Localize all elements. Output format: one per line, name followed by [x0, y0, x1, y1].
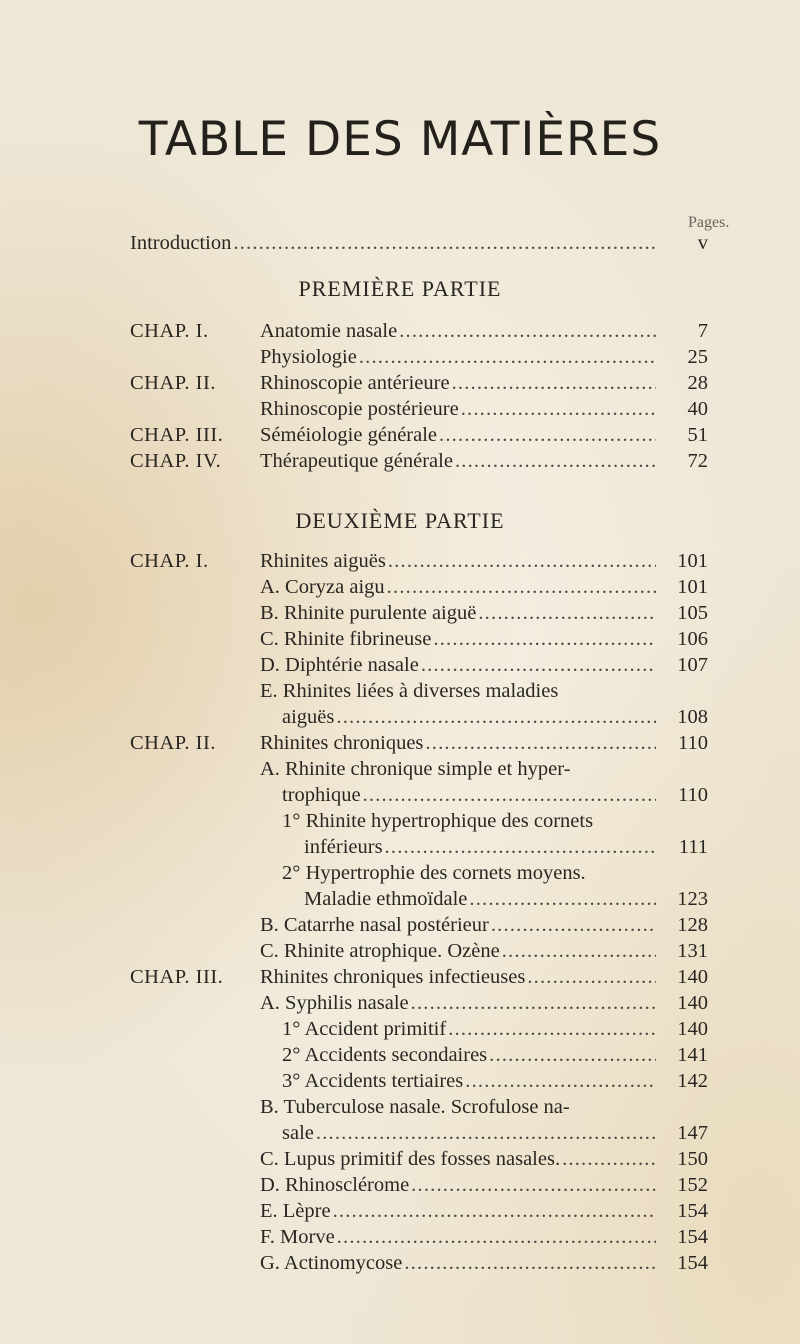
- page-number: 123: [677, 888, 708, 910]
- entry-text: G. Actinomycose: [260, 1252, 403, 1274]
- entry-text: A. Coryza aigu: [260, 576, 385, 598]
- page-title: TABLE DES MATIÈRES: [138, 112, 662, 167]
- entry-text: Rhinites aiguës: [260, 550, 386, 572]
- toc-entry[interactable]: [282, 1120, 656, 1146]
- dot-leader: [439, 422, 656, 448]
- page-number: 108: [677, 706, 708, 728]
- entry-text: Anatomie nasale: [260, 320, 398, 342]
- entry-text: A. Rhinite chronique simple et hyper-: [260, 758, 571, 780]
- dot-leader: [399, 318, 656, 344]
- page-number: 110: [678, 784, 708, 806]
- toc-entry[interactable]: [260, 600, 656, 626]
- entry-text: Rhinites chroniques infectieuses: [260, 966, 526, 988]
- toc-entry[interactable]: [282, 704, 656, 730]
- chapter-label: CHAP. I.: [130, 320, 209, 342]
- page-number: 106: [677, 628, 708, 650]
- dot-leader: [233, 230, 656, 256]
- chapter-label: CHAP. II.: [130, 372, 216, 394]
- chapter-label: CHAP. II.: [130, 732, 216, 754]
- entry-text: Maladie ethmoïdale: [304, 888, 468, 910]
- page-number: 154: [677, 1252, 708, 1274]
- dot-leader: [421, 652, 656, 678]
- entry-text: Rhinoscopie antérieure: [260, 372, 450, 394]
- dot-leader: [387, 574, 656, 600]
- toc-entry[interactable]: [260, 652, 656, 678]
- dot-leader: [411, 1172, 656, 1198]
- entry-text: D. Diphtérie nasale: [260, 654, 419, 676]
- entry-text: 1° Accident primitif: [282, 1018, 447, 1040]
- toc-entry[interactable]: [260, 990, 656, 1016]
- dot-leader: [337, 1224, 656, 1250]
- entry-text: Physiologie: [260, 346, 357, 368]
- entry-text: C. Lupus primitif des fosses nasales.: [260, 1148, 561, 1170]
- toc-entry[interactable]: [260, 344, 656, 370]
- toc-entry[interactable]: [260, 938, 656, 964]
- page-number: 154: [677, 1226, 708, 1248]
- page-number: 107: [677, 654, 708, 676]
- toc-entry[interactable]: [282, 860, 656, 886]
- page-number: 105: [677, 602, 708, 624]
- dot-leader: [465, 1068, 656, 1094]
- page-number: 101: [677, 550, 708, 572]
- page-number: 51: [687, 424, 708, 446]
- page-number: 140: [677, 966, 708, 988]
- toc-entry[interactable]: [260, 1094, 656, 1120]
- page-number: 72: [687, 450, 708, 472]
- chapter-label: CHAP. I.: [130, 550, 209, 572]
- dot-leader: [385, 834, 656, 860]
- page-number: 147: [677, 1122, 708, 1144]
- dot-leader: [448, 1016, 656, 1042]
- chapter-label: CHAP. III.: [130, 424, 224, 446]
- toc-entry[interactable]: [282, 1042, 656, 1068]
- dot-leader: [489, 1042, 656, 1068]
- toc-entry-introduction[interactable]: [130, 230, 656, 256]
- toc-entry[interactable]: [260, 396, 656, 422]
- page-number: 154: [677, 1200, 708, 1222]
- entry-text: B. Catarrhe nasal postérieur: [260, 914, 489, 936]
- pages-column-label: Pages.: [688, 214, 730, 231]
- page-number: 140: [677, 1018, 708, 1040]
- dot-leader: [359, 344, 656, 370]
- toc-entry[interactable]: [260, 678, 656, 704]
- toc-entry[interactable]: [260, 574, 656, 600]
- entry-text: 1° Rhinite hypertrophique des cornets: [282, 810, 594, 832]
- entry-text: 2° Accidents secondaires: [282, 1044, 488, 1066]
- entry-text: inférieurs: [304, 836, 383, 858]
- page-number: 7: [697, 320, 708, 342]
- dot-leader: [425, 730, 656, 756]
- toc-entry[interactable]: [282, 782, 656, 808]
- page-number: 142: [677, 1070, 708, 1092]
- toc-entry[interactable]: [304, 834, 656, 860]
- page-number: 101: [677, 576, 708, 598]
- toc-entry[interactable]: [260, 1198, 656, 1224]
- part-heading-1: PREMIÈRE PARTIE: [298, 276, 502, 301]
- dot-leader: [336, 704, 656, 730]
- page-number: 152: [677, 1174, 708, 1196]
- page-number: v: [697, 232, 708, 254]
- dot-leader: [478, 600, 656, 626]
- toc-entry[interactable]: [304, 886, 656, 912]
- entry-text: E. Rhinites liées à diverses maladies: [260, 680, 559, 702]
- dot-leader: [411, 990, 656, 1016]
- entry-text: sale: [282, 1122, 314, 1144]
- dot-leader: [562, 1146, 656, 1172]
- entry-text: A. Syphilis nasale: [260, 992, 409, 1014]
- toc-entry[interactable]: [260, 964, 656, 990]
- page-number: 25: [687, 346, 708, 368]
- toc-entry[interactable]: [260, 1224, 656, 1250]
- dot-leader: [452, 370, 656, 396]
- dot-leader: [502, 938, 656, 964]
- page-number: 150: [677, 1148, 708, 1170]
- toc-entry[interactable]: [260, 1250, 656, 1276]
- chapter-label: CHAP. III.: [130, 966, 224, 988]
- entry-text: Thérapeutique générale: [260, 450, 453, 472]
- entry-text: trophique: [282, 784, 361, 806]
- dot-leader: [333, 1198, 656, 1224]
- entry-text: B. Rhinite purulente aiguë: [260, 602, 477, 624]
- toc-entry[interactable]: [260, 1146, 656, 1172]
- entry-text: E. Lèpre: [260, 1200, 331, 1222]
- entry-text: C. Rhinite atrophique. Ozène: [260, 940, 500, 962]
- toc-entry[interactable]: [260, 1172, 656, 1198]
- page-number: 111: [678, 836, 708, 858]
- toc-entry[interactable]: [260, 548, 656, 574]
- dot-leader: [433, 626, 656, 652]
- dot-leader: [527, 964, 656, 990]
- entry-text: 2° Hypertrophie des cornets moyens.: [282, 862, 586, 884]
- page-number: 40: [687, 398, 708, 420]
- entry-text: 3° Accidents tertiaires: [282, 1070, 464, 1092]
- chapter-label: CHAP. IV.: [130, 450, 222, 472]
- entry-text: C. Rhinite fibrineuse: [260, 628, 432, 650]
- dot-leader: [491, 912, 656, 938]
- entry-text: D. Rhinosclérome: [260, 1174, 410, 1196]
- dot-leader: [455, 448, 656, 474]
- dot-leader: [404, 1250, 656, 1276]
- toc-entry[interactable]: [260, 318, 656, 344]
- entry-text: F. Morve: [260, 1226, 335, 1248]
- page-number: 141: [677, 1044, 708, 1066]
- dot-leader: [316, 1120, 656, 1146]
- toc-entry[interactable]: [260, 448, 656, 474]
- page-number: 128: [677, 914, 708, 936]
- page-number: 110: [678, 732, 708, 754]
- toc-entry[interactable]: [260, 730, 656, 756]
- entry-text: Rhinites chroniques: [260, 732, 424, 754]
- dot-leader: [461, 396, 656, 422]
- toc-entry[interactable]: [260, 370, 656, 396]
- part-heading-2: DEUXIÈME PARTIE: [295, 508, 505, 533]
- toc-entry[interactable]: [260, 422, 656, 448]
- page-number: 140: [677, 992, 708, 1014]
- toc-entry[interactable]: [260, 912, 656, 938]
- toc-entry[interactable]: [260, 756, 656, 782]
- dot-leader: [469, 886, 656, 912]
- page-number: 28: [687, 372, 708, 394]
- toc-entry[interactable]: [282, 1016, 656, 1042]
- entry-text: Introduction: [130, 232, 232, 254]
- toc-entry[interactable]: [282, 1068, 656, 1094]
- entry-text: B. Tuberculose nasale. Scrofulose na-: [260, 1096, 570, 1118]
- page-number: 131: [677, 940, 708, 962]
- entry-text: Séméiologie générale: [260, 424, 438, 446]
- toc-entry[interactable]: [260, 626, 656, 652]
- toc-entry[interactable]: [282, 808, 656, 834]
- dot-leader: [388, 548, 656, 574]
- entry-text: aiguës: [282, 706, 335, 728]
- entry-text: Rhinoscopie postérieure: [260, 398, 459, 420]
- dot-leader: [363, 782, 656, 808]
